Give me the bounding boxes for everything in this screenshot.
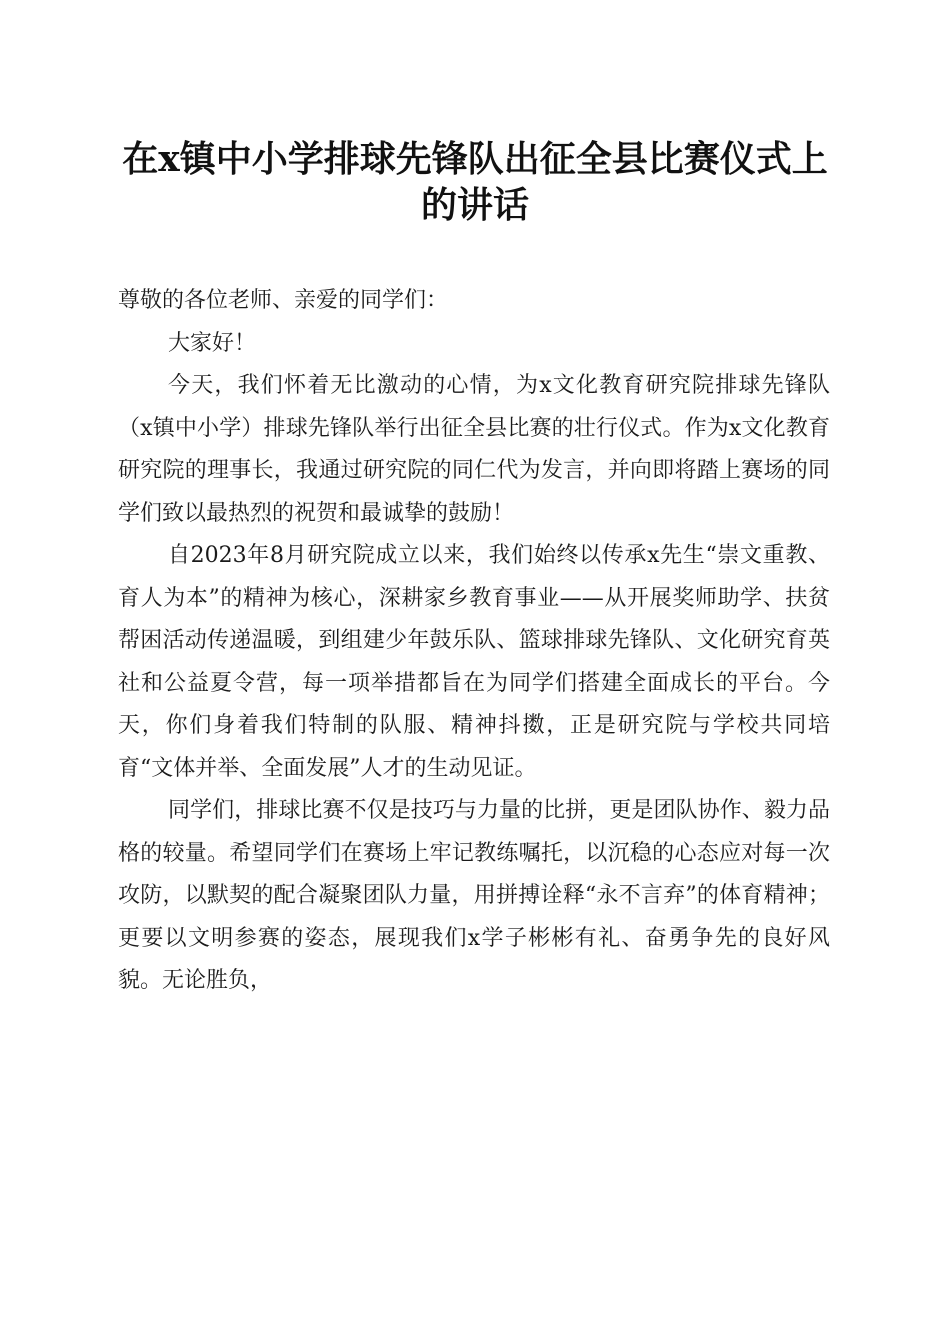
- paragraph-1: 今天，我们怀着无比激动的心情，为x文化教育研究院排球先锋队（x镇中小学）排球先锋队举行出征全县比赛的壮行仪式。作为x文化教育研究院的理事长，我通过研究院的同仁代为发言，并向即将踏上赛场的同学们致以最热烈的祝贺和最诚挚的鼓励！: [118, 373, 830, 526]
- salutation: 尊敬的各位老师、亲爱的同学们：: [118, 288, 449, 313]
- title-line-2: 的讲话: [420, 184, 529, 226]
- document-title: [100, 136, 850, 228]
- paragraph-2: 自2023年8月研究院成立以来，我们始终以传承x先生“崇文重教、育人为本”的精神为核心，深耕家乡教育事业——从开展奖师助学、扶贫帮困活动传递温暖，到组建少年鼓乐队、篮球排球先锋队、文化研究育英社和公益夏令营，每一项举措都旨在为同学们搭建全面成长的平台。今天，你们身着我们特制的队服、精神抖擞，正是研究院与学校共同培育“文体并举、全面发展”人才的生动见证。: [118, 543, 830, 781]
- document-body: [118, 280, 830, 1003]
- paragraph-greeting: 大家好！: [168, 330, 257, 356]
- paragraph-3: 同学们，排球比赛不仅是技巧与力量的比拼，更是团队协作、毅力品格的较量。希望同学们在赛场上牢记教练嘱托，以沉稳的心态应对每一次攻防，以默契的配合凝聚团队力量，用拼搏诠释“永不言弃”的体育精神；更要以文明参赛的姿态，展现我们x学子彬彬有礼、奋勇争先的良好风貌。无论胜负，: [118, 798, 830, 993]
- title-line-1: 在x镇中小学排球先锋队出征全县比赛仪式上: [122, 138, 828, 180]
